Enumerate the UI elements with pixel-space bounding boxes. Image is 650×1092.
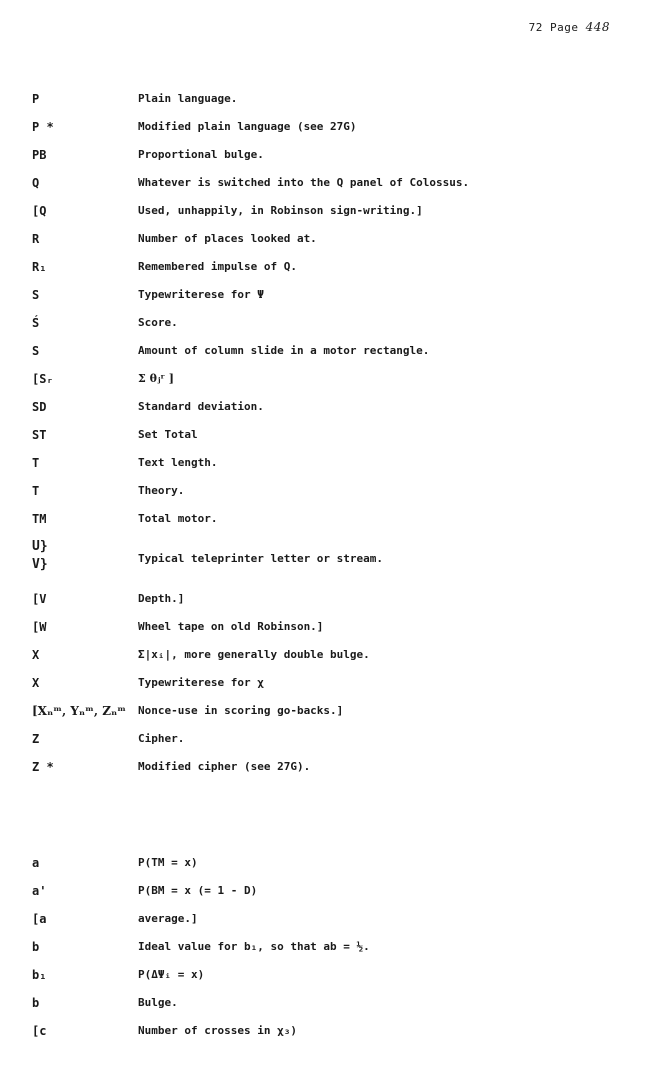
entry-definition: P(ΔΨᵢ = x) <box>138 968 205 981</box>
entry-symbol: S <box>32 288 40 302</box>
entry-definition: Σ|xᵢ|, more generally double bulge. <box>138 648 370 661</box>
entry-definition: Standard deviation. <box>138 400 264 413</box>
entry-symbol: X <box>32 676 40 690</box>
entry-definition: Number of crosses in χ₃) <box>138 1024 297 1037</box>
entry-definition: Amount of column slide in a motor rectangle. <box>138 344 430 357</box>
entry-definition: Set Total <box>138 428 198 441</box>
list-item <box>30 172 610 200</box>
entry-symbol: S <box>32 344 40 358</box>
entry-symbol: R₁ <box>32 260 47 274</box>
entry-definition: Ideal value for b₁, so that ab = ½. <box>138 940 370 953</box>
entry-symbol: a <box>32 856 40 870</box>
entry-definition: Modified plain language (see 27G) <box>138 120 357 133</box>
entry-definition: Used, unhappily, in Robinson sign-writing.] <box>138 204 423 217</box>
entry-symbol: R <box>32 232 40 246</box>
entry-definition: Total motor. <box>138 512 218 525</box>
list-item <box>30 616 610 644</box>
list-item <box>30 588 610 616</box>
list-item <box>30 396 610 424</box>
entry-symbol: T <box>32 484 40 498</box>
entry-definition: Modified cipher (see 27G). <box>138 760 311 773</box>
entry-symbol: b₁ <box>32 968 47 982</box>
list-item <box>30 880 610 908</box>
entry-symbol: [Q <box>32 204 47 218</box>
list-item <box>30 144 610 172</box>
page-handwritten-number: 448 <box>585 20 610 34</box>
entry-definition: P(BM = x (= 1 - D) <box>138 884 258 897</box>
list-item <box>30 852 610 880</box>
entry-symbol: TM <box>32 512 47 526</box>
list-item <box>30 672 610 700</box>
list-item <box>30 312 610 340</box>
list-item <box>30 256 610 284</box>
list-item <box>30 88 610 116</box>
entry-definition: Typewriterese for χ <box>138 676 264 689</box>
entry-symbol: Ś <box>32 316 40 330</box>
entry-definition: Remembered impulse of Q. <box>138 260 297 273</box>
page-label: Page <box>549 21 579 34</box>
entry-symbol: Q <box>32 176 40 190</box>
entry-symbol: P * <box>32 120 54 134</box>
entry-definition: Text length. <box>138 456 218 469</box>
list-item <box>30 908 610 936</box>
entry-symbol: b <box>32 940 40 954</box>
entry-definition: Plain language. <box>138 92 238 105</box>
page-header <box>529 20 610 34</box>
entry-symbol: [a <box>32 912 47 926</box>
list-item <box>30 756 610 852</box>
entry-definition: Wheel tape on old Robinson.] <box>138 620 324 633</box>
entry-symbol: a' <box>32 884 47 898</box>
entry-definition: Theory. <box>138 484 185 497</box>
list-item <box>30 228 610 256</box>
entry-definition: Whatever is switched into the Q panel of Colossus. <box>138 176 470 189</box>
list-item <box>30 200 610 228</box>
entry-symbol: ST <box>32 428 47 442</box>
list-item <box>30 452 610 480</box>
list-item <box>30 368 610 396</box>
list-item <box>30 536 610 588</box>
list-item <box>30 424 610 452</box>
entry-definition: Score. <box>138 316 178 329</box>
entry-symbol: [V <box>32 592 47 606</box>
list-item <box>30 992 610 1020</box>
entry-symbol: [Sᵣ <box>32 372 54 386</box>
entry-definition: Nonce-use in scoring go-backs.] <box>138 704 344 717</box>
list-item <box>30 728 610 756</box>
entry-symbol: Z * <box>32 760 54 774</box>
glossary-list <box>30 88 610 1048</box>
list-item <box>30 340 610 368</box>
list-item <box>30 116 610 144</box>
list-item <box>30 964 610 992</box>
entry-definition: Depth.] <box>138 592 185 605</box>
entry-definition: Cipher. <box>138 732 185 745</box>
entry-definition: Typical teleprinter letter or stream. <box>138 552 384 565</box>
list-item <box>30 1020 610 1048</box>
entry-definition: Typewriterese for Ψ <box>138 288 264 301</box>
entry-definition: Σ θⱼʳ ] <box>138 372 174 385</box>
entry-definition: Number of places looked at. <box>138 232 317 245</box>
entry-symbol: SD <box>32 400 47 414</box>
list-item <box>30 936 610 964</box>
entry-symbol: U} V} <box>32 539 48 572</box>
list-item <box>30 700 610 728</box>
entry-symbol: X <box>32 648 40 662</box>
entry-symbol: T <box>32 456 40 470</box>
list-item <box>30 480 610 508</box>
list-item <box>30 644 610 672</box>
entry-definition: P(TM = x) <box>138 856 198 869</box>
entry-symbol: [W <box>32 620 47 634</box>
entry-definition: Proportional bulge. <box>138 148 264 161</box>
entry-definition: Bulge. <box>138 996 178 1009</box>
list-item <box>30 284 610 312</box>
entry-definition: average.] <box>138 912 198 925</box>
entry-symbol: [c <box>32 1024 47 1038</box>
entry-symbol: Z <box>32 732 40 746</box>
entry-symbol: b <box>32 996 40 1010</box>
entry-symbol: [Xₙᵐ, Yₙᵐ, Zₙᵐ <box>32 704 126 718</box>
list-item <box>30 508 610 536</box>
entry-symbol: PB <box>32 148 47 162</box>
entry-symbol: P <box>32 92 40 106</box>
page-number: 72 <box>528 21 543 34</box>
